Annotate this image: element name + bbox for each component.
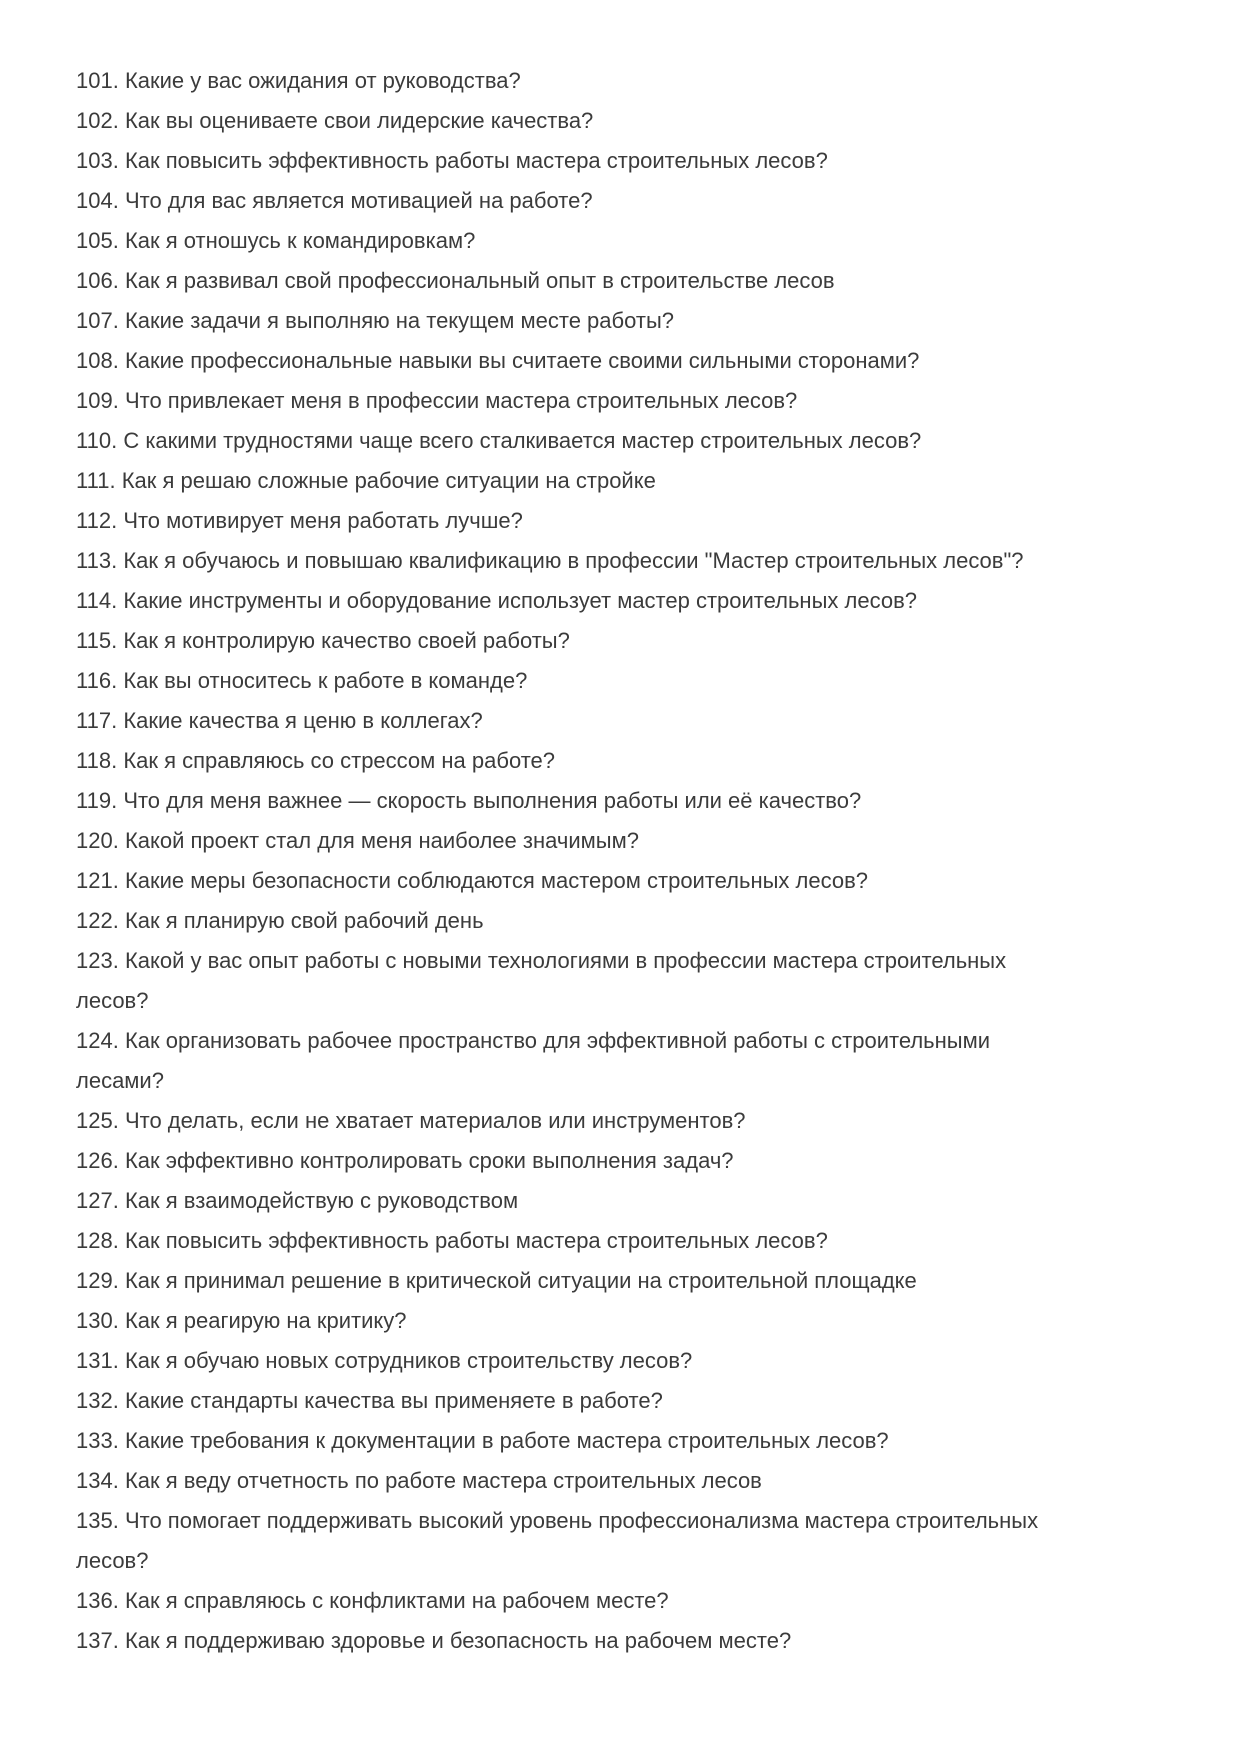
list-item — [76, 1621, 1051, 1661]
item-number: 128. — [76, 1228, 119, 1253]
item-text: Какие требования к документации в работе мастера строительных лесов? — [124, 1428, 889, 1453]
item-number: 122. — [76, 908, 119, 933]
list-item — [76, 1261, 1051, 1301]
item-text: Какой у вас опыт работы с новыми технологиями в профессии мастера строительных лесов? — [76, 948, 1007, 1013]
item-number: 104. — [76, 188, 119, 213]
item-number: 119. — [76, 788, 118, 813]
list-item — [76, 621, 1051, 661]
item-number: 116. — [76, 668, 118, 693]
list-item — [76, 421, 1051, 461]
item-number: 120. — [76, 828, 119, 853]
item-text: Как я обучаю новых сотрудников строительству лесов? — [124, 1348, 693, 1373]
item-text: Как я справляюсь со стрессом на работе? — [123, 748, 555, 773]
item-text: Какие инструменты и оборудование использует мастер строительных лесов? — [123, 588, 917, 613]
list-item — [76, 1461, 1051, 1501]
item-number: 109. — [76, 388, 119, 413]
item-text: Что привлекает меня в профессии мастера строительных лесов? — [124, 388, 798, 413]
item-number: 102. — [76, 108, 119, 133]
item-number: 117. — [76, 708, 118, 733]
item-text: Как вы относитесь к работе в команде? — [123, 668, 528, 693]
item-number: 118. — [76, 748, 118, 773]
item-text: Как я решаю сложные рабочие ситуации на стройке — [121, 468, 656, 493]
item-text: С какими трудностями чаще всего сталкивается мастер строительных лесов? — [123, 428, 922, 453]
item-number: 113. — [76, 548, 118, 573]
item-text: Какие у вас ожидания от руководства? — [124, 68, 521, 93]
list-item — [76, 501, 1051, 541]
list-item — [76, 861, 1051, 901]
item-number: 132. — [76, 1388, 119, 1413]
item-number: 101. — [76, 68, 119, 93]
item-text: Какие качества я ценю в коллегах? — [123, 708, 483, 733]
item-number: 110. — [76, 428, 118, 453]
item-number: 136. — [76, 1588, 119, 1613]
item-text: Как я развивал свой профессиональный опыт в строительстве лесов — [124, 268, 835, 293]
item-text: Как я принимал решение в критической ситуации на строительной площадке — [124, 1268, 917, 1293]
list-item — [76, 181, 1051, 221]
item-text: Что помогает поддерживать высокий уровень профессионализма мастера строительных лесов? — [76, 1508, 1039, 1573]
list-item — [76, 1421, 1051, 1461]
item-text: Какие задачи я выполняю на текущем месте работы? — [124, 308, 674, 333]
list-item — [76, 1141, 1051, 1181]
item-number: 115. — [76, 628, 118, 653]
item-number: 130. — [76, 1308, 119, 1333]
item-number: 125. — [76, 1108, 119, 1133]
item-number: 112. — [76, 508, 118, 533]
list-item — [76, 581, 1051, 621]
list-item — [76, 461, 1051, 501]
item-number: 106. — [76, 268, 119, 293]
item-text: Как повысить эффективность работы мастера строительных лесов? — [124, 148, 828, 173]
item-text: Как я обучаюсь и повышаю квалификацию в профессии "Мастер строительных лесов"? — [123, 548, 1024, 573]
item-number: 114. — [76, 588, 118, 613]
item-number: 134. — [76, 1468, 119, 1493]
item-text: Что делать, если не хватает материалов или инструментов? — [124, 1108, 746, 1133]
list-item — [76, 701, 1051, 741]
item-number: 126. — [76, 1148, 119, 1173]
list-item — [76, 61, 1051, 101]
item-number: 131. — [76, 1348, 119, 1373]
list-item — [76, 341, 1051, 381]
item-text: Какие профессиональные навыки вы считаете своими сильными сторонами? — [124, 348, 920, 373]
item-number: 107. — [76, 308, 119, 333]
list-item — [76, 261, 1051, 301]
list-item — [76, 541, 1051, 581]
list-item — [76, 1101, 1051, 1141]
list-item — [76, 941, 1051, 1021]
list-item — [76, 1301, 1051, 1341]
item-text: Какие меры безопасности соблюдаются мастером строительных лесов? — [124, 868, 869, 893]
item-number: 103. — [76, 148, 119, 173]
item-text: Как я отношусь к командировкам? — [124, 228, 476, 253]
item-number: 127. — [76, 1188, 119, 1213]
list-item — [76, 781, 1051, 821]
item-text: Что для вас является мотивацией на работе? — [124, 188, 593, 213]
item-text: Что для меня важнее — скорость выполнения работы или её качество? — [123, 788, 862, 813]
list-item — [76, 661, 1051, 701]
item-text: Как я поддерживаю здоровье и безопасность на рабочем месте? — [124, 1628, 792, 1653]
item-text: Какой проект стал для меня наиболее значимым? — [124, 828, 639, 853]
item-text: Как я веду отчетность по работе мастера строительных лесов — [124, 1468, 762, 1493]
item-text: Что мотивирует меня работать лучше? — [123, 508, 523, 533]
list-item — [76, 221, 1051, 261]
list-item — [76, 101, 1051, 141]
list-item — [76, 1581, 1051, 1621]
question-list — [76, 61, 1051, 1661]
item-number: 124. — [76, 1028, 119, 1053]
list-item — [76, 741, 1051, 781]
list-item — [76, 301, 1051, 341]
item-text: Какие стандарты качества вы применяете в работе? — [124, 1388, 663, 1413]
item-text: Как я справляюсь с конфликтами на рабочем месте? — [124, 1588, 669, 1613]
item-text: Как вы оцениваете свои лидерские качества? — [124, 108, 594, 133]
list-item — [76, 901, 1051, 941]
item-text: Как я планирую свой рабочий день — [124, 908, 484, 933]
list-item — [76, 1021, 1051, 1101]
list-item — [76, 1501, 1051, 1581]
item-text: Как повысить эффективность работы мастера строительных лесов? — [124, 1228, 828, 1253]
list-item — [76, 1221, 1051, 1261]
list-item — [76, 1381, 1051, 1421]
item-number: 123. — [76, 948, 119, 973]
item-number: 111. — [76, 468, 116, 493]
item-text: Как я реагирую на критику? — [124, 1308, 407, 1333]
item-text: Как я контролирую качество своей работы? — [123, 628, 570, 653]
list-item — [76, 1341, 1051, 1381]
item-number: 133. — [76, 1428, 119, 1453]
list-item — [76, 141, 1051, 181]
item-text: Как организовать рабочее пространство для эффективной работы с строительными лесами? — [76, 1028, 991, 1093]
item-text: Как эффективно контролировать сроки выполнения задач? — [124, 1148, 734, 1173]
item-number: 137. — [76, 1628, 119, 1653]
item-number: 135. — [76, 1508, 119, 1533]
item-text: Как я взаимодействую с руководством — [124, 1188, 519, 1213]
item-number: 105. — [76, 228, 119, 253]
list-item — [76, 821, 1051, 861]
list-item — [76, 381, 1051, 421]
item-number: 129. — [76, 1268, 119, 1293]
item-number: 108. — [76, 348, 119, 373]
item-number: 121. — [76, 868, 119, 893]
list-item — [76, 1181, 1051, 1221]
